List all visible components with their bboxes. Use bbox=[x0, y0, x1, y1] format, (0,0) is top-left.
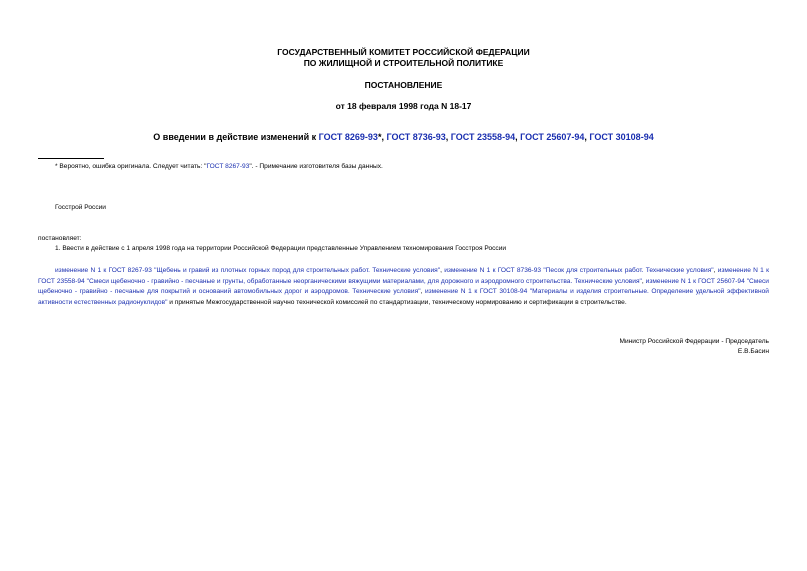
change-gost-8736-link[interactable]: изменение N 1 к ГОСТ 8736-93 "Песок для строительных работ. Технические условия" bbox=[444, 267, 714, 274]
footnote-quote-close: " bbox=[249, 163, 252, 170]
gost-8267-link[interactable]: ГОСТ 8267-93 bbox=[206, 163, 250, 170]
change-gost-23558-link[interactable]: изменение N 1 к ГОСТ 23558-94 "Смеси щебеночно - гравийно - песчаные и грунты, обработанные неорганическими вяжущими материалами, для дорожного и аэродромного строительства. Технические условия" bbox=[38, 267, 769, 285]
item-1: 1. Ввести в действие с 1 апреля 1998 года на территории Российской Федерации представленные Управлением техномирования Госстроя России bbox=[55, 245, 507, 252]
subject-separator: , bbox=[445, 132, 451, 142]
changes-tail: и принятые Межгосударственной научно технической комиссией по стандартизации, техническому нормированию и сертификации в строительстве. bbox=[167, 298, 627, 306]
footnote-marker: * bbox=[377, 132, 382, 142]
issuing-authority: Госстрой России bbox=[55, 204, 106, 211]
footnote-suffix: . - Примечание изготовителя базы данных. bbox=[251, 163, 383, 170]
signatory-name: Е.В.Басин bbox=[737, 348, 769, 355]
committee-title-line2: ПО ЖИЛИЩНОЙ И СТРОИТЕЛЬНОЙ ПОЛИТИКЕ bbox=[303, 58, 504, 68]
gost-30108-link[interactable]: ГОСТ 30108-94 bbox=[589, 132, 654, 142]
subject-separator: , bbox=[381, 132, 387, 142]
change-gost-30108-link[interactable]: изменение N 1 к ГОСТ 30108-94 "Материалы и изделия строительные. Определение удельной эффективной активности естественных радионуклидов" bbox=[38, 288, 769, 306]
document-date-number: от 18 февраля 1998 года N 18-17 bbox=[335, 101, 472, 111]
gost-23558-link[interactable]: ГОСТ 23558-94 bbox=[450, 132, 516, 142]
gost-8736-link[interactable]: ГОСТ 8736-93 bbox=[386, 132, 446, 142]
resolves-label: постановляет: bbox=[38, 235, 82, 242]
footnote-divider bbox=[38, 158, 104, 159]
changes-paragraph bbox=[38, 266, 769, 308]
document-type: ПОСТАНОВЛЕНИЕ bbox=[364, 80, 443, 90]
changes-separator: , bbox=[713, 267, 718, 274]
footnote-quote-open: " bbox=[204, 163, 207, 170]
committee-title bbox=[0, 47, 807, 69]
changes-separator: , bbox=[440, 267, 445, 274]
gost-25607-link[interactable]: ГОСТ 25607-94 bbox=[520, 132, 585, 142]
footnote bbox=[55, 162, 383, 172]
subject-separator: , bbox=[515, 132, 521, 142]
document-subject bbox=[0, 132, 807, 143]
change-gost-8267-link[interactable]: изменение N 1 к ГОСТ 8267-93 "Щебень и гравий из плотных горных пород для строительных работ. Технические условия" bbox=[55, 267, 441, 274]
change-gost-25607-link[interactable]: изменение N 1 к ГОСТ 25607-94 "Смеси щебеночно - гравийно - песчаные для покрытий и оснований автомобильных дорог и аэродромов. Технические условия" bbox=[38, 277, 769, 296]
gost-8269-link[interactable]: ГОСТ 8269-93 bbox=[318, 132, 378, 142]
signatory-title: Министр Российской Федерации - Председатель bbox=[619, 338, 769, 345]
subject-prefix: О введении в действие изменений к bbox=[153, 132, 319, 142]
committee-title-line1: ГОСУДАРСТВЕННЫЙ КОМИТЕТ РОССИЙСКОЙ ФЕДЕРАЦИИ bbox=[277, 47, 530, 57]
changes-separator: , bbox=[420, 288, 425, 296]
changes-separator: , bbox=[641, 277, 646, 285]
footnote-prefix: * Вероятно, ошибка оригинала. Следует читать: bbox=[55, 163, 205, 170]
subject-separator: , bbox=[584, 132, 590, 142]
